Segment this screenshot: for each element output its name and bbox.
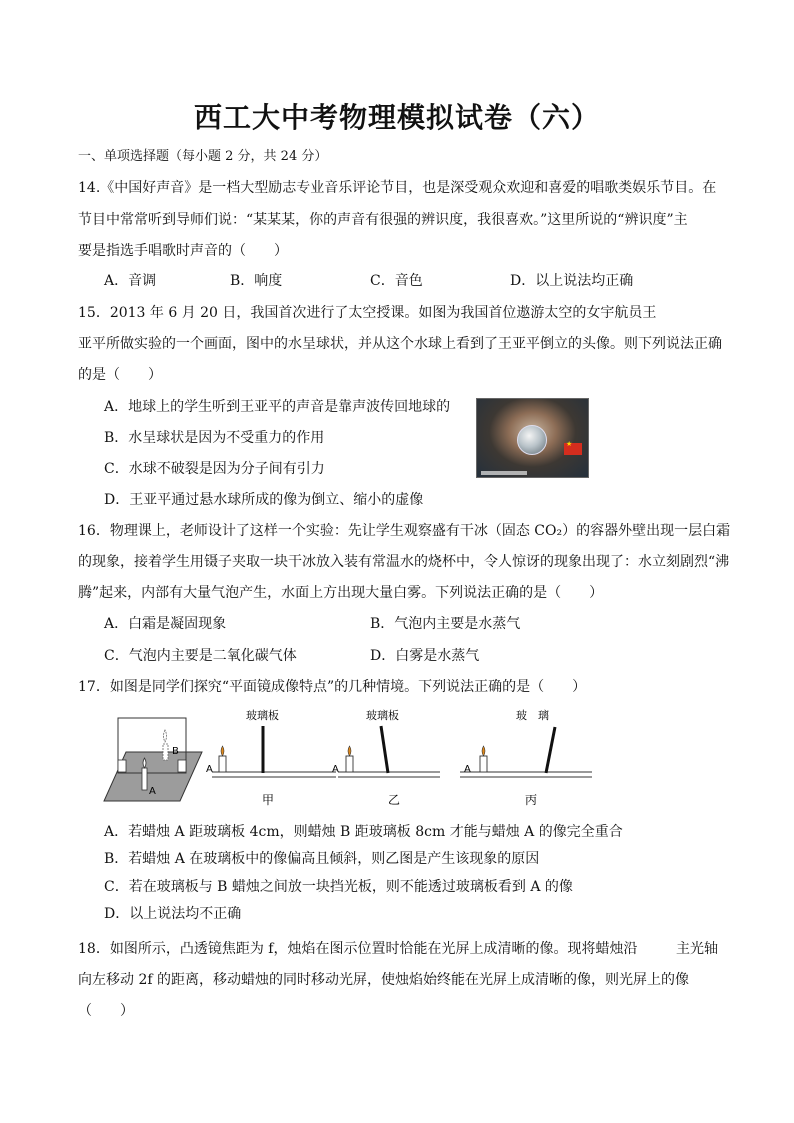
q16-line-3: 腾”起来，内部有大量气泡产生，水面上方出现大量白雾。下列说法正确的是（ ）: [78, 585, 604, 601]
q18-line-1a: 18．如图所示，凸透镜焦距为 f，烛焰在图示位置时恰能在光屏上成清晰的像。现将蜡烛沿: [78, 941, 638, 957]
q18-line-2: 向左移动 2f 的距离，移动蜡烛的同时移动光屏，使烛焰始终能在光屏上成清晰的像，则光屏上的像: [78, 972, 689, 988]
caption-yi: 乙: [388, 793, 401, 807]
q17-option-d: D．以上说法均不正确: [104, 906, 242, 922]
diagram-jia: [206, 708, 336, 807]
astronaut-water-ball-photo: [476, 398, 589, 478]
label-a-3d: A: [149, 786, 156, 797]
glass-label-jia: 玻璃板: [246, 709, 279, 722]
q15-option-a: A．地球上的学生听到王亚平的声音是靠声波传回地球的: [104, 399, 451, 415]
q15-line-2: 亚平所做实验的一个画面，图中的水呈球状，并从这个水球上看到了王亚平倒立的头像。则下列说法正确: [78, 336, 722, 352]
q14-line-3: 要是指选手唱歌时声音的（ ）: [78, 243, 288, 259]
label-a-bing: A: [464, 764, 471, 775]
q18-line-3: （ ）: [78, 1003, 134, 1019]
glass-label-bing: 玻 璃: [516, 709, 549, 722]
mirror-3d-setup: [104, 718, 202, 801]
caption-bing: 丙: [525, 793, 538, 807]
q14-option-c: C．音色: [370, 273, 423, 289]
section-heading: 一、单项选择题（每小题 2 分，共 24 分）: [78, 149, 328, 164]
diagram-yi: [332, 708, 440, 807]
label-b: B: [172, 746, 179, 757]
q17-option-c: C．若在玻璃板与 B 蜡烛之间放一块挡光板，则不能透过玻璃板看到 A 的像: [104, 879, 573, 895]
photo-caption-strip: [481, 471, 527, 475]
q16-option-d: D．白雾是水蒸气: [370, 648, 480, 664]
q16-option-c: C．气泡内主要是二氧化碳气体: [104, 648, 297, 664]
q15-option-c: C．水球不破裂是因为分子间有引力: [104, 461, 325, 477]
q17-line: 17．如图是同学们探究“平面镜成像特点”的几种情境。下列说法正确的是（ ）: [78, 679, 587, 695]
mirror-experiment-figure-bing: [460, 700, 600, 812]
q16-line-2: 的现象，接着学生用镊子夹取一块干冰放入装有常温水的烧杯中，令人惊讶的现象出现了：水立刻剧烈“沸: [78, 554, 730, 570]
q15-line-1: 15．2013 年 6 月 20 日，我国首次进行了太空授课。如图为我国首位遨游太空的女宇航员王: [78, 305, 657, 321]
label-a-jia: A: [206, 764, 213, 775]
caption-jia: 甲: [262, 793, 275, 807]
q16-line-1: 16．物理课上，老师设计了这样一个实验：先让学生观察盛有干冰（固态 CO₂）的容器外壁出现一层白霜: [78, 523, 731, 539]
water-ball: [517, 425, 547, 455]
page-title: 西工大中考物理模拟试卷（六）: [193, 101, 600, 134]
q15-option-d: D．王亚平通过悬水球所成的像为倒立、缩小的虚像: [104, 492, 424, 508]
flag-icon: [564, 443, 582, 455]
q14-option-a: A．音调: [104, 273, 157, 289]
q14-option-d: D．以上说法均正确: [510, 273, 634, 289]
mirror-experiment-figure: [100, 700, 500, 812]
label-a-yi: A: [332, 764, 339, 775]
q15-option-b: B．水呈球状是因为不受重力的作用: [104, 430, 325, 446]
q17-option-b: B．若蜡烛 A 在玻璃板中的像偏高且倾斜，则乙图是产生该现象的原因: [104, 851, 540, 867]
q16-option-b: B．气泡内主要是水蒸气: [370, 616, 521, 632]
q15-line-3: 的是（ ）: [78, 367, 162, 383]
q14-line-2: 节目中常常听到导师们说：“某某某，你的声音有很强的辨识度，我很喜欢。”这里所说的“辨识度”主: [78, 212, 688, 228]
q14-option-b: B．响度: [230, 273, 283, 289]
q14-line-1: 14.《中国好声音》是一档大型励志专业音乐评论节目，也是深受观众欢迎和喜爱的唱歌类娱乐节目。在: [78, 180, 717, 196]
q16-option-a: A．白霜是凝固现象: [104, 616, 227, 632]
glass-label-yi: 玻璃板: [366, 709, 399, 722]
q18-line-1b: 主光轴: [676, 941, 718, 957]
q17-option-a: A．若蜡烛 A 距玻璃板 4cm，则蜡烛 B 距玻璃板 8cm 才能与蜡烛 A 的像完全重合: [104, 824, 623, 840]
